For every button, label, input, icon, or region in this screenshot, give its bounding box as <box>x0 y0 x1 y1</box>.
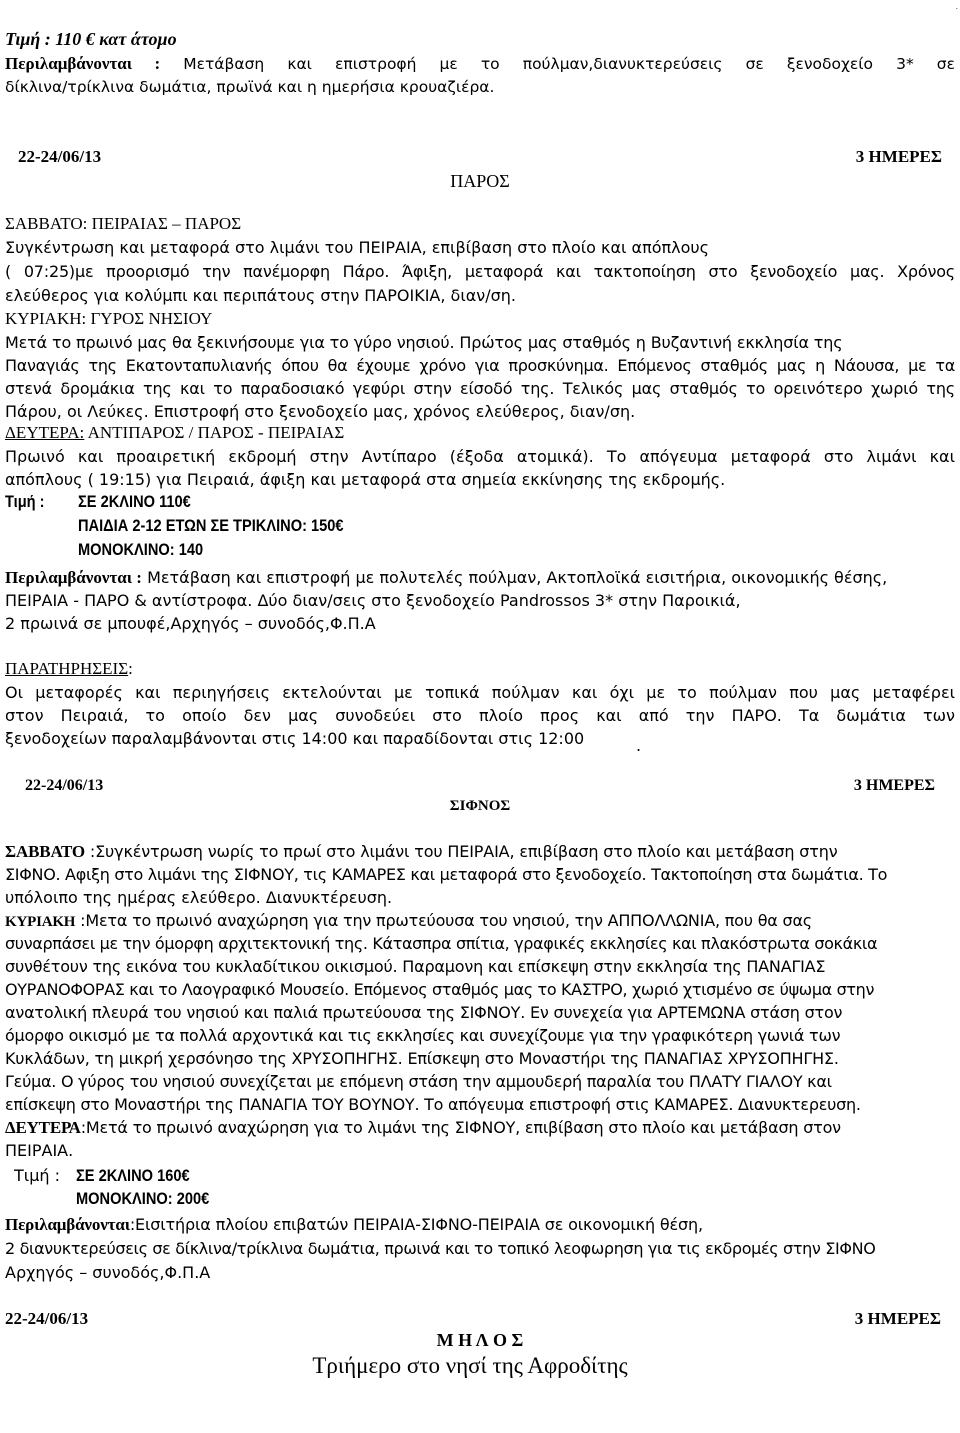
paros-monday-line-2: απόπλους ( 19:15) για Πειραιά, άφιξη και μεταφορά στα σημεία εκκίνησης της εκδρομής. <box>5 470 726 489</box>
sifnos-saturday-line-1 <box>5 840 955 865</box>
milos-title: Μ Η Λ Ο Σ <box>436 1330 524 1350</box>
paros-saturday-line-2: ( 07:25)με προορισμό την πανέμορφη Πάρο. Άφιξη, μεταφορά και τακτοποίηση στο ξενοδοχείο μας. Χρόνος <box>5 262 955 281</box>
paros-includes-line-2: ΠΕΙΡΑΙΑ - ΠΑΡΟ & αντίστροφα. Δύο διαν/σεις στο ξενοδοχείο Pandrossos 3* στην Παροικιά, <box>5 591 741 610</box>
top-price-line: Τιμή : 110 € κατ άτομο <box>5 29 177 49</box>
sifnos-header-row <box>25 775 935 797</box>
paros-title: ΠΑΡΟΣ <box>450 171 510 191</box>
milos-header-row <box>5 1308 941 1330</box>
paros-monday-heading <box>5 422 955 444</box>
milos-subtitle-text: Τριήμερο στο νησί της Αφροδίτης <box>312 1353 628 1378</box>
sifnos-sunday-line-6: όμορφο οικισμό με τα πολλά αρχοντικά και τις εκκλησίες και συνεχίζουμε για την γραφικότερη γωνιά των <box>5 1026 841 1045</box>
sifnos-sunday-line-7: Κυκλάδων, τη μικρή χερσόνησο της ΧΡΥΣΟΠΗΓΗΣ. Επίσκεψη στο Μοναστήρι της ΠΑΝΑΓΙΑΣ ΧΡΥΣΟΠΗΓΗΣ. <box>5 1049 839 1068</box>
sifnos-sunday-text-1: :Μετα το πρωινό αναχώρηση για την πρωτεύουσα του νησιού, την ΑΠΠΟΛΛΩΝΙΑ, που θα σας <box>75 911 812 930</box>
milos-duration: 3 ΗΜΕΡΕΣ <box>854 1309 941 1328</box>
sifnos-sunday-line-5: ανατολική πλευρά του νησιού και παλιά πρωτεύουσα της ΣΙΦΝΟΥ. Εν συνεχεία για ΑΡΤΕΜΩΝΑ στάση στον <box>5 1003 843 1022</box>
top-includes-label: Περιλαμβάνονται : <box>5 54 161 73</box>
paros-saturday-line-3: ελεύθερος για κολύμπι και περιπάτους στην ΠΑΡΟΙΚΙΑ, διαν/ση. <box>5 286 516 305</box>
sifnos-price-single: ΜΟΝΟΚΛΙΝΟ: 200€ <box>76 1189 210 1208</box>
paros-monday-label: ΔΕΥΤΕΡΑ: <box>5 423 85 442</box>
paros-header-row <box>18 146 942 168</box>
sifnos-title: ΣΙΦΝΟΣ <box>449 798 511 814</box>
sifnos-saturday-text-1: :Συγκέντρωση νωρίς το πρωί στο λιμάνι του ΠΕΙΡΑΙΑ, επιβίβαση στο πλοίο και μετάβαση στην <box>84 842 838 861</box>
paros-duration: 3 ΗΜΕΡΕΣ <box>855 147 942 166</box>
sifnos-sunday-line-9: επίσκεψη στο Μοναστήρι της ΠΑΝΑΓΙΑ ΤΟΥ ΒΟΥΝΟΥ. Το απόγευμα επιστροφή στις ΚΑΜΑΡΕΣ. Διανυκτερευση. <box>5 1095 861 1114</box>
paros-price-children: ΠΑΙΔΙΑ 2-12 ΕΤΩΝ ΣΕ ΤΡΙΚΛΙΝΟ: 150€ <box>78 516 344 535</box>
sifnos-duration: 3 ΗΜΕΡΕΣ <box>853 777 935 794</box>
sifnos-monday-line-1 <box>5 1116 955 1141</box>
sifnos-saturday-line-3: υπόλοιπο της ημέρας ελεύθερο. Διανυκτέρευση. <box>5 888 393 907</box>
sifnos-includes-label: Περιλαμβάνονται <box>5 1215 130 1234</box>
corner-mark: . <box>955 2 958 11</box>
paros-notes-heading: ΠΑΡΑΤΗΡΗΣΕΙΣ <box>5 659 129 678</box>
paros-sunday-line-3: στενά δρομάκια της και το παραδοσιακό γεφύρι στην είσοδό της. Τελικός μας σταθμός το ορεινότερο χωριό της <box>5 379 955 398</box>
sifnos-sunday-line-3: συνθέτουν της εικόνα του κυκλαδίτικου οικισμού. Παραμονη και επίσκεψη στην εκκλησία της ΠΑΝΑΓΙΑΣ <box>5 957 826 976</box>
milos-subtitle <box>0 1352 960 1380</box>
sifnos-saturday-line-2: ΣΙΦΝΟ. Αφιξη στο λιμάνι της ΣΙΦΝΟΥ, τις ΚΑΜΑΡΕΣ και μεταφορά στο ξενοδοχείο. Τακτοποίηση στα δωμάτια. Το <box>5 865 888 884</box>
top-includes-line-1 <box>5 52 955 77</box>
sifnos-sunday-line-2: συναρπάσει με την όμορφη αρχιτεκτονική της. Κάτασπρα σπίτια, γραφικές εκκλησίες και πλακόστρωτα σοκάκια <box>5 934 878 953</box>
sifnos-sunday-line-8: Γεύμα. Ο γύρος του νησιού συνεχίζεται με επόμενη στάση την αμμουδερή παραλία του ΠΛΑΤΥ ΓΙΑΛΟΥ και <box>5 1072 832 1091</box>
top-includes-line-2: δίκλινα/τρίκλινα δωμάτια, πρωϊνά και η ημερήσια κρουαζιέρα. <box>5 78 495 96</box>
milos-dates: 22-24/06/13 <box>5 1309 89 1328</box>
top-includes-text-1: Μετάβαση και επιστροφή με το πούλμαν,διανυκτερεύσεις σε ξενοδοχείο 3* σε <box>160 55 955 73</box>
sifnos-includes-text-1: :Εισιτήρια πλοίου επιβατών ΠΕΙΡΑΙΑ-ΣΙΦΝΟ-ΠΕΙΡΑΙΑ σε οικονομική θέση, <box>129 1215 703 1234</box>
paros-price-single: ΜΟΝΟΚΛΙΝΟ: 140 <box>78 540 204 559</box>
sifnos-sunday-label: ΚΥΡΙΑΚΗ <box>5 914 76 930</box>
sifnos-dot: . <box>636 736 642 755</box>
sifnos-dates: 22-24/06/13 <box>25 777 104 794</box>
paros-notes-line-3: ξενοδοχείων παραλαμβάνονται στις 14:00 και παραδίδονται στις 12:00 <box>5 729 585 748</box>
sifnos-monday-line-2: ΠΕΙΡΑΙΑ. <box>5 1141 74 1160</box>
sifnos-price-double: ΣΕ 2ΚΛΙΝΟ 160€ <box>76 1166 190 1185</box>
paros-includes-label: Περιλαμβάνονται : <box>5 568 142 587</box>
paros-sunday-line-1: Μετά το πρωινό μας θα ξεκινήσουμε για το γύρο νησιού. Πρώτος μας σταθμός η Βυζαντινή εκκλησία της <box>5 333 843 352</box>
sifnos-includes-line-3: Αρχηγός – συνοδός,Φ.Π.Α <box>5 1263 211 1282</box>
paros-monday-line-1: Πρωινό και προαιρετική εκδρομή στην Αντίπαρο (έξοδα ατομικά). Το απόγευμα μεταφορά στο λιμάνι και <box>5 447 955 466</box>
sifnos-saturday-label: ΣΑΒΒΑΤΟ <box>5 842 85 861</box>
paros-monday-route: ΑΝΤΙΠΑΡΟΣ / ΠΑΡΟΣ - ΠΕΙΡΑΙΑΣ <box>84 423 345 442</box>
paros-sunday-heading: ΚΥΡΙΑΚΗ: ΓΥΡΟΣ ΝΗΣΙΟΥ <box>5 309 213 328</box>
paros-notes-line-1: Οι μεταφορές και περιηγήσεις εκτελούνται με τοπικά πούλμαν και όχι με το πούλμαν που μας μεταφέρει <box>5 683 955 702</box>
paros-price-label: Τιμή : <box>5 492 45 511</box>
paros-notes-colon: : <box>128 659 133 678</box>
sifnos-includes-line-2: 2 διανυκτερεύσεις σε δίκλινα/τρίκλινα δωμάτια, πρωινά και το τοπικό λεοφωρηση για τις εκδρομές στην ΣΙΦΝΟ <box>5 1239 876 1258</box>
sifnos-price-label: Τιμή : <box>14 1166 60 1185</box>
sifnos-sunday-line-1 <box>5 909 955 935</box>
paros-notes-line-2: στον Πειραιά, το οποίο δεν μας συνοδεύει στο πλοίο προς και από την ΠΑΡΟ. Τα δωμάτια των <box>5 706 955 725</box>
paros-notes-heading-row <box>5 658 955 680</box>
paros-saturday-line-1: Συγκέντρωση και μεταφορά στο λιμάνι του ΠΕΙΡΑΙΑ, επιβίβαση στο πλοίο και απόπλους <box>5 238 710 257</box>
sifnos-monday-text-1: :Μετά το πρωινό αναχώρηση για το λιμάνι της ΣΙΦΝΟΥ, επιβίβαση στο πλοίο και μετάβαση στον <box>80 1118 841 1137</box>
paros-includes-line-3: 2 πρωινά σε μπουφέ,Αρχηγός – συνοδός,Φ.Π.Α <box>5 614 376 633</box>
paros-sunday-line-2: Παναγιάς της Εκατονταπυλιανής όπου θα έχουμε χρόνο για προσκύνημα. Επόμενος σταθμός μας η Νάουσα, με τα <box>5 356 955 375</box>
paros-price-double: ΣΕ 2ΚΛΙΝΟ 110€ <box>78 492 191 511</box>
paros-includes-line-1 <box>5 566 955 591</box>
paros-sunday-line-4: Πάρου, οι Λεύκες. Επιστροφή στο ξενοδοχείο μας, χρόνος ελεύθερος, διαν/ση. <box>5 402 636 421</box>
paros-dates: 22-24/06/13 <box>18 147 102 166</box>
paros-includes-text-1: Μετάβαση και επιστροφή με πολυτελές πούλμαν, Ακτοπλοϊκά εισιτήρια, οικονομικής θέσης, <box>141 568 888 587</box>
sifnos-monday-label: ΔΕΥΤΕΡΑ <box>5 1118 81 1137</box>
paros-saturday-heading: ΣΑΒΒΑΤΟ: ΠΕΙΡΑΙΑΣ – ΠΑΡΟΣ <box>5 214 242 233</box>
sifnos-sunday-line-4: ΟΥΡΑΝΟΦΟΡΑΣ και το Λαογραφικό Μουσείο. Επόμενος σταθμός μας το ΚΑΣΤΡΟ, χωριό χτισμένο σε ύψωμα στην <box>5 980 875 999</box>
sifnos-includes-line-1 <box>5 1213 955 1238</box>
